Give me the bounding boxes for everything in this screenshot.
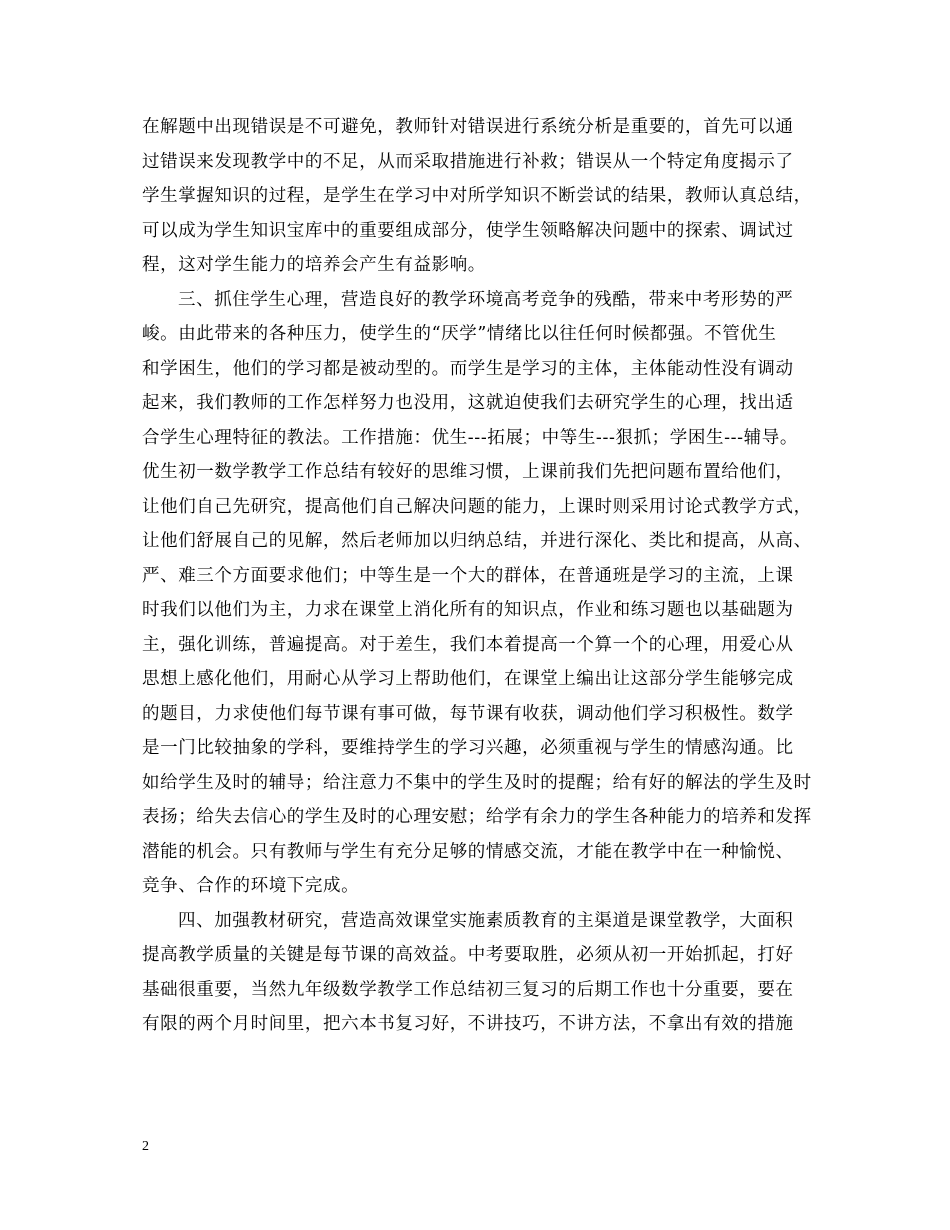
text-line: 提高教学质量的关键是每节课的高效益。中考要取胜，必须从初一开始抓起，打好 — [142, 945, 794, 965]
text-line: 让他们自己先研究，提高他们自己解决问题的能力，上课时则采用讨论式教学方式， — [142, 496, 812, 517]
text-line: 思想上感化他们，用耐心从学习上帮助他们，在课堂上编出让这部分学生能够完成 — [142, 669, 794, 689]
page-number: 2 — [142, 1139, 149, 1154]
text-line: 优生初一数学教学工作总结有较好的思维习惯，上课前我们先把问题布置给他们， — [142, 462, 794, 482]
text-line: 基础很重要，当然九年级数学教学工作总结初三复习的后期工作也十分重要，要在 — [142, 979, 794, 1000]
text-line: 表扬；给失去信心的学生及时的心理安慰；给学有余力的学生各种能力的培养和发挥 — [142, 807, 812, 827]
text-line: 严、难三个方面要求他们；中等生是一个大的群体，在普通班是学习的主流，上课 — [142, 565, 794, 586]
section-heading-line: 三、抓住学生心理，营造良好的教学环境高考竞争的残酷，带来中考形势的严 — [178, 289, 794, 310]
text-line: 潜能的机会。只有教师与学生有充分足够的情感交流，才能在教学中在一种愉悦、 — [142, 841, 794, 862]
text-line: 程，这对学生能力的培养会产生有益影响。 — [142, 255, 486, 275]
text-line: 的题目，力求使他们每节课有事可做，每节课有收获，调动他们学习积极性。数学 — [142, 703, 794, 724]
text-line: 让他们舒展自己的见解，然后老师加以归纳总结，并进行深化、类比和提高，从高、 — [142, 531, 812, 551]
document-body — [142, 110, 828, 1042]
text-line: 主，强化训练，普遍提高。对于差生，我们本着提高一个算一个的心理，用爱心从 — [142, 634, 794, 655]
text-line: 是一门比较抽象的学科，要维持学生的学习兴趣，必须重视与学生的情感沟通。比 — [142, 738, 794, 758]
text-line: 可以成为学生知识宝库中的重要组成部分，使学生领略解决问题中的探索、调试过 — [142, 220, 794, 241]
text-line: 合学生心理特征的教法。工作措施：优生---拓展；中等生---狠抓；学困生---辅导。 — [142, 427, 798, 448]
text-line: 和学困生，他们的学习都是被动型的。而学生是学习的主体，主体能动性没有调动 — [142, 358, 794, 379]
section-heading-line: 四、加强教材研究，营造高效课堂实施素质教育的主渠道是课堂教学，大面积 — [178, 910, 794, 931]
text-line: 峻。由此带来的各种压力，使学生的“厌学”情绪比以往任何时候都强。不管优生 — [142, 324, 777, 344]
text-line: 过错误来发现教学中的不足，从而采取措施进行补救；错误从一个特定角度揭示了 — [142, 151, 794, 172]
text-line: 学生掌握知识的过程，是学生在学习中对所学知识不断尝试的结果，教师认真总结， — [142, 186, 812, 206]
text-line: 有限的两个月时间里，把六本书复习好，不讲技巧，不讲方法，不拿出有效的措施 — [142, 1014, 794, 1034]
text-line: 竞争、合作的环境下完成。 — [142, 876, 360, 896]
text-line: 起来，我们教师的工作怎样努力也没用，这就迫使我们去研究学生的心理，找出适 — [142, 393, 794, 413]
text-line: 时我们以他们为主，力求在课堂上消化所有的知识点，作业和练习题也以基础题为 — [142, 600, 794, 620]
text-line: 如给学生及时的辅导；给注意力不集中的学生及时的提醒；给有好的解法的学生及时 — [142, 772, 812, 793]
text-line: 在解题中出现错误是不可避免，教师针对错误进行系统分析是重要的，首先可以通 — [142, 117, 794, 137]
